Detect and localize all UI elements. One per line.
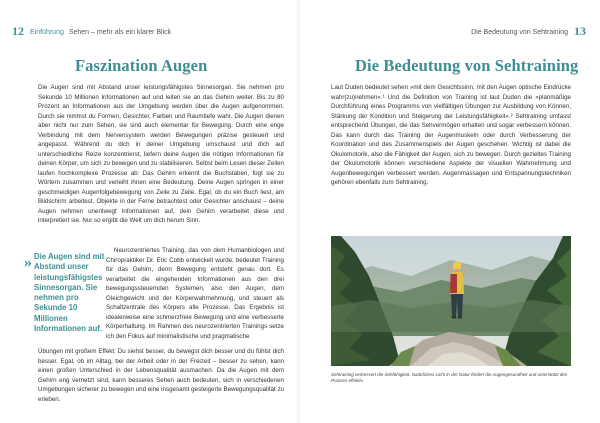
left-page-number: 12 <box>12 24 24 38</box>
right-page-title: Die Bedeutung von Sehtraining <box>355 56 579 75</box>
left-paragraph-2a: Neurozentriertes Training, das von dem Humanbiologen und Chiropraktiker Dr. Eric Cobb entwickelt wurde, bedeutet Training für das Gehirn, denn Bewegung entsteht genau dort. Es verarbeitet die eingehenden Informationen aus den drei bewegungssteuernden Systemen, also den Augen, dem Gleichgewicht und der Körperwahrnehmung, und steuert als Schaltzentrale des Körpers alle Prozesse. Das Ergebnis ist idealerweise eine schmerzfreie Bewegung und eine verbesserte Körperhaltung. Im Rahmen des neurozentrierten Trainings setze ich den Fokus auf minimalistische und pragmatische <box>106 247 284 340</box>
right-body <box>331 83 571 188</box>
left-body-bottom <box>38 347 284 404</box>
right-page-number: 13 <box>574 24 586 38</box>
mountain-landscape-image <box>331 236 571 366</box>
left-body-middle <box>106 246 284 341</box>
hiker-photo <box>331 236 571 366</box>
quote-marks-icon: » <box>24 254 32 271</box>
left-running-head <box>12 24 171 39</box>
right-running-head <box>471 24 586 39</box>
right-section-label: Die Bedeutung von Sehtraining <box>471 29 568 36</box>
left-body-top <box>38 83 284 226</box>
pull-quote-text: Die Augen sind mit Abstand unser leistungsfähigstes Sinnesorgan. Sie nehmen pro Sekunde 10 Millionen Informationen auf. <box>34 252 105 334</box>
left-paragraph-1: Die Augen sind mit Abstand unser leistungsfähigstes Sinnesorgan. Sie nehmen pro Sekunde 10 Millionen Informationen auf und leiten sie an das Gehirn weiter. Bis zu 80 Prozent an Informationen aus der Umgebung werden über die Augen aufgenommen. Durch sie nimmst du Formen, Gesichter, Farben und Raumtiefe wahr. Die Augen dienen aber nicht nur zum Sehen, sie sind auch elementar für Bewegung. Durch eine enge Verbindung mit dem Nervensystem werden Bewegungen präzise gesteuert und angepasst. Während du dich in deiner Umgebung umschaust und dich auf unterschiedliche Reize konzentrierst, liefern deine Augen die nötigen Informationen für deinen Körper, um sich zu bewegen und zu stabilisieren. Selbst beim Lesen dieser Zeilen laufen hochkomplexe Prozesse ab: Das Gehirn erkennt die Buchstaben, fügt sie zu Wörtern zusammen und verleiht ihnen eine Bedeutung. Deine Augen springen in einer geschmeidigen Augenfolgebewegung von Zeile zu Zeile. Egal, ob du ein Buch liest, am Bildschirm arbeitest, Objekte in der Ferne betrachtest oder Gesichter anschaust – deine Augen nehmen unentwegt Informationen auf, dein Gehirn verarbeitet diese und interpretiert sie. Nur so ergibt die Welt um dich herum Sinn. <box>38 84 284 224</box>
left-section-label: Sehen – mehr als ein klarer Blick <box>68 29 172 36</box>
chapter-label: Einführung <box>30 29 64 36</box>
left-paragraph-2b: Übungen mit großem Effekt: Du siehst besser, du bewegst dich besser und du fühlst dich besser. Egal, ob im Alltag, bei der Arbeit oder in der Freizeit – besser zu sehen, kann einen großen Unterschied in der Lebensqualität ausmachen. Da die Augen mit dem Gehirn eng vernetzt sind, kann besseres Sehen auch bedeuten, sich in verschiedenen Umgebungen sicherer zu bewegen und eine insgesamt gesteigerte Bewegungsqualität zu erleben. <box>38 348 284 403</box>
right-page <box>300 0 600 423</box>
left-page-title: Faszination Augen <box>75 56 208 75</box>
right-paragraph: Laut Duden bedeutet sehen »mit dem Gesichtssinn, mit den Augen optische Eindrücke wahr(zu)nehmen«.¹ Und die Definition von Training ist laut Duden die »planmäßige Durchführung eines Programms von vielfältigen Übungen zur Ausbildung von Können, Stärkung der Kondition und Steigerung der Leistungsfähigkeit«.² Sehtraining umfasst entsprechend Übungen, die das Sehvermögen erhalten und sogar verbessern können. Das kann durch das Training der Augenmuskeln oder durch Verbesserung der Koordination und des Zusammenspiels der Augen geschehen. Wichtig ist dabei die Okulomotorik, also die Fähigkeit der Augen, sich zu bewegen. Durch gezieltes Training der Okulomotorik können verschiedene Aspekte der visuellen Wahrnehmung und Augenbewegungen verbessert werden. Augenmassagen und Entspannungstechniken gehören ebenfalls zum Sehtraining. <box>331 84 571 186</box>
photo-caption: Sehtraining verbessert die Sehfähigkeit. Natürliches Licht in der Natur fördert die Augengesundheit und unterstützt den Prozess effektiv. <box>331 372 568 384</box>
